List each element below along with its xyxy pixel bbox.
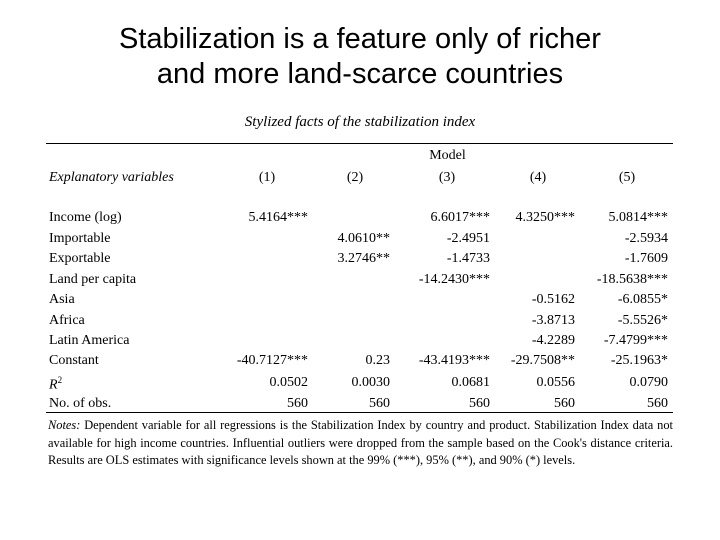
table-top-rule: [46, 143, 673, 144]
table-cell: 560: [287, 396, 308, 411]
title-line-2: and more land-scarce countries: [156, 58, 564, 90]
row-label-text: Importable: [49, 231, 111, 246]
table-cell: 5.0814***: [608, 210, 668, 225]
row-label-text: Asia: [49, 292, 75, 307]
notes-text: Dependent variable for all regressions is the Stabilization Index by country and product. Stabilization Index data not available for high income countries. Influential outliers were dropped from the sample based on the Cook's distance criteria. Results are OLS estimates with significance levels shown at the 99% (***), 95% (**), and 90% (*) levels.: [48, 418, 673, 467]
row-label: [49, 272, 136, 288]
column-header-1: (1): [258, 170, 276, 185]
table-cell: 0.0790: [629, 375, 668, 390]
row-label: [49, 210, 122, 226]
row-label-text: Constant: [49, 353, 99, 368]
table-cell: -4.2289: [531, 333, 575, 348]
row-label-text: Latin America: [49, 333, 130, 348]
r-squared-superscript: 2: [57, 375, 63, 385]
row-label-text: Income (log): [49, 210, 122, 225]
table-cell: 560: [647, 396, 668, 411]
table-cell: 6.6017***: [430, 210, 490, 225]
table-cell: 0.0030: [351, 375, 390, 390]
row-label-text: Exportable: [49, 251, 111, 266]
table-cell: -25.1963*: [610, 353, 668, 368]
table-cell: 5.4164***: [248, 210, 308, 225]
table-bottom-rule: [46, 412, 673, 413]
row-label-text: R: [49, 377, 58, 393]
table-cell: 4.0610**: [337, 231, 390, 246]
table-cell: -0.5162: [531, 292, 575, 307]
explanatory-variables-header: Explanatory variables: [49, 170, 174, 185]
row-label: [49, 231, 110, 247]
table-cell: 0.0681: [451, 375, 490, 390]
table-cell: 4.3250***: [515, 210, 575, 225]
table-cell: -29.7508**: [510, 353, 575, 368]
column-header-4: (4): [529, 170, 547, 185]
table-cell: 560: [369, 396, 390, 411]
table-cell: -40.7127***: [236, 353, 308, 368]
row-label: [49, 251, 110, 267]
slide-title: [0, 22, 720, 92]
row-label: [49, 396, 111, 412]
table-cell: -5.5526*: [617, 313, 668, 328]
table-notes: [48, 417, 673, 470]
table-cell: 0.23: [365, 353, 390, 368]
table-cell: -1.4733: [446, 251, 490, 266]
row-label: [49, 353, 99, 369]
table-cell: -1.7609: [624, 251, 668, 266]
row-label-text: Land per capita: [49, 272, 137, 287]
table-cell: -18.5638***: [596, 272, 668, 287]
notes-prefix: Notes:: [48, 418, 81, 432]
row-label-text: No. of obs.: [49, 396, 112, 411]
table-cell: -2.4951: [446, 231, 490, 246]
row-label-text: Africa: [49, 313, 85, 328]
table-cell: 560: [469, 396, 490, 411]
table-cell: 0.0502: [269, 375, 308, 390]
row-label: [49, 313, 85, 329]
table-cell: -7.4799***: [603, 333, 668, 348]
table-cell: -43.4193***: [418, 353, 490, 368]
table-cell: -6.0855*: [617, 292, 668, 307]
row-label: [49, 333, 129, 349]
table-cell: -14.2430***: [418, 272, 490, 287]
table-cell: 560: [554, 396, 575, 411]
table-caption: Stylized facts of the stabilization index: [244, 114, 476, 130]
title-line-1: Stabilization is a feature only of richer: [119, 23, 601, 55]
model-header: Model: [429, 148, 466, 163]
column-header-2: (2): [346, 170, 364, 185]
table-cell: -2.5934: [624, 231, 668, 246]
table-cell: -3.8713: [531, 313, 575, 328]
table-cell: 3.2746**: [337, 251, 390, 266]
row-label: [49, 375, 62, 394]
table-cell: 0.0556: [536, 375, 575, 390]
column-header-5: (5): [618, 170, 636, 185]
column-header-3: (3): [438, 170, 456, 185]
row-label: [49, 292, 75, 308]
